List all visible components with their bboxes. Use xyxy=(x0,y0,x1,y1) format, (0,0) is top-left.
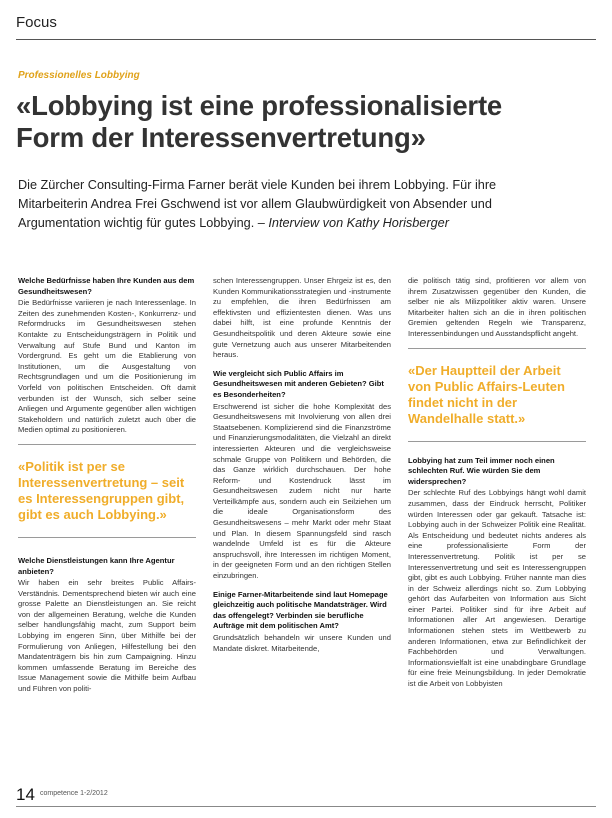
publication-source: competence 1-2/2012 xyxy=(40,790,108,797)
interview-answer: Grundsätzlich behandeln wir unsere Kunden und Mandate diskret. Mitarbeitende, xyxy=(213,633,391,653)
pullquote-rule xyxy=(408,348,586,349)
article-column-3 xyxy=(408,276,586,698)
headline xyxy=(16,90,600,154)
section-divider xyxy=(16,39,596,40)
pullquote: «Der Hauptteil der Arbeit von Public Affairs-Leuten findet nicht in der Wandelhalle statt.» xyxy=(408,362,565,426)
headline-line: Form der Interessenvertretung» xyxy=(16,122,426,153)
lead-paragraph xyxy=(18,176,600,233)
lead-line: Mitarbeiterin Andrea Frei Gschwend ist vor allem Glaubwürdigkeit von Absender und xyxy=(18,197,492,211)
pullquote-rule xyxy=(18,444,196,445)
lead-line xyxy=(18,214,600,233)
lead-line: Die Zürcher Consulting-Firma Farner berät viele Kunden bei ihrem Lobbying. Für ihre xyxy=(18,178,497,192)
pullquote: «Politik ist per se Interessenvertretung – seit es Interessengruppen gibt, gibt es auch Lobbying.» xyxy=(18,458,185,522)
pullquote-rule xyxy=(408,441,586,442)
byline: Interview von Kathy Horisberger xyxy=(268,216,449,230)
interview-question: Lobbying hat zum Teil immer noch einen schlechten Ruf. Wie würden Sie dem widersprechen? xyxy=(408,455,555,486)
interview-answer: Der schlechte Ruf des Lobbyings hängt wohl damit zusammen, dass der Eindruck herrscht, Politiker würden Interessen oder gar gekauft. Tatsache ist: Lobbying auch in der Schweizer Politik eine Realität. Als Entscheidung und bedeutet nichts anderes als eine professionalisierte Form der Interessenvertretung. Politik ist per se Interessenvertretung und seit es Interessengruppen gibt, gibt es auch Lobbying. Früher nannte man dies in der Schweiz allerdings nicht so. Zum Lobbying gehört das Aufarbeiten von Information aus Sicht einer Partei. Politiker sind für ihre Arbeit auf Informationen aller Art angewiesen. Derartige Informationen stehen stets im Wettbewerb zu anderen Informationen, etwa zur Befindlichkeit der Fachbehörden und Verwaltungen. Informationsvielfalt ist eine unabdingbare Grundlage für eine freie Meinungsbildung. In jeder Demokratie ist die Arbeit von Lobbyisten xyxy=(408,488,586,689)
interview-answer: Die Bedürfnisse variieren je nach Interessenlage. In Zeiten des zunehmenden Kosten-, Konkurrenz- und Reformdrucks im Gesundheitswesen stehen Kontakte zu Entscheidungsträgern in Politik und Verwaltung auf Stufe Bund und Kanton im Vordergrund. Es geht um die Etablierung von Institutionen, um die Ausgestaltung von Rechtsgrundlagen und um die Positionierung im Vorfeld von politischen Entscheiden. Oft damit verbunden ist der Wunsch, sich selber seine Anliegen und Argumente gegenüber allen wichtigen Stakeholdern und natürlich zuletzt auch über die Medien optimal zu positionieren. xyxy=(18,298,196,435)
interview-answer: die politisch tätig sind, profitieren vor allem von ihrem Zusatzwissen gegenüber den Kunden, die selber nie als Milizpolitiker aktiv waren. Unsere Mitarbeiter halten sich an die in ihren politischen Gremien geltenden Regeln wie Transparenz, Interessenbindungen und Ausstandspflicht angeht. xyxy=(408,276,586,338)
article-column-2 xyxy=(213,276,391,662)
interview-answer: schen Interessengruppen. Unser Ehrgeiz ist es, den Kunden Kommunikationsstrategien und -instrumente zu empfehlen, die ihren Bedürfnissen am effektivsten und effizientesten dienen. Was uns dabei hilft, ist eine profunde Kenntnis der Gesundheitspolitik und deren Akteure sowie eine gute Vernetzung auch aus unserer Mitarbeitenden heraus. xyxy=(213,276,391,360)
lead-line-text: Argumentation wichtig für gutes Lobbying. – xyxy=(18,216,265,230)
interview-answer: Wir haben ein sehr breites Public Affairs-Verständnis. Dementsprechend bieten wir auch eine grosse Palette an Dienstleistungen an. Sie reicht von der allgemeinen Beratung, welche die Kunden selber handlungsfähig macht, zum Support beim Lobbying im engeren Sinn, über Mithilfe bei der Formulierung von Anliegen, Hilfestellung bei den Mandatenträgern bis hin zum Campaigning. Hinzu kommen umfassende Beratung im Bereiche des Issue Management sowie die Mithilfe beim Aufbau und Führen von politi- xyxy=(18,578,196,694)
interview-answer: Erschwerend ist sicher die hohe Komplexität des Gesundheitswesens mit Involvierung von allen drei Staatsebenen. Komplizierend sind die Finanzströme und Finanzierungsmodalitäten, die Vielzahl an direkt interessierten Akteuren und die vergleichsweise schmale Gruppe von Politikern und Behörden, die das Ganze wirklich durchschauen. Der hohe Reform- und Kostendruck lässt im Gesundheitswesen zudem nicht nur harte Verteilkämpfe aus, sondern auch ein Seilziehen um die ideale Organisationsform des Gesundheitswesens – mehr Markt oder mehr Staat und Plan. In diesem Spannungsfeld sind rasch wandelnde Umfeld ist es für die Akteure anspruchsvoll, ihre Interessen im richtigen Moment, in der geeigneten Form und an den richtigen Stellen einzubringen. xyxy=(213,401,391,581)
page-number: 14 xyxy=(16,785,35,804)
pullquote-rule xyxy=(18,537,196,538)
interview-question: Welche Dienstleistungen kann Ihre Agentur anbieten? xyxy=(18,555,175,576)
headline-line: «Lobbying ist eine professionalisierte xyxy=(16,90,502,121)
section-label: Focus xyxy=(16,14,57,31)
footer-divider xyxy=(16,806,596,807)
kicker: Professionelles Lobbying xyxy=(18,70,140,81)
article-column-1 xyxy=(18,276,196,703)
interview-question: Einige Farner-Mitarbeitende sind laut Homepage gleichzeitig auch politische Mandatsträger. Wird das offengelegt? Verbinden sie berufliche Aufträge mit dem politischen Amt? xyxy=(213,589,388,631)
interview-question: Welche Bedürfnisse haben Ihre Kunden aus dem Gesundheitswesen? xyxy=(18,276,195,296)
interview-question: Wie vergleicht sich Public Affairs im Gesundheitswesen mit anderen Gebieten? Gibt es Besonderheiten? xyxy=(213,368,384,399)
